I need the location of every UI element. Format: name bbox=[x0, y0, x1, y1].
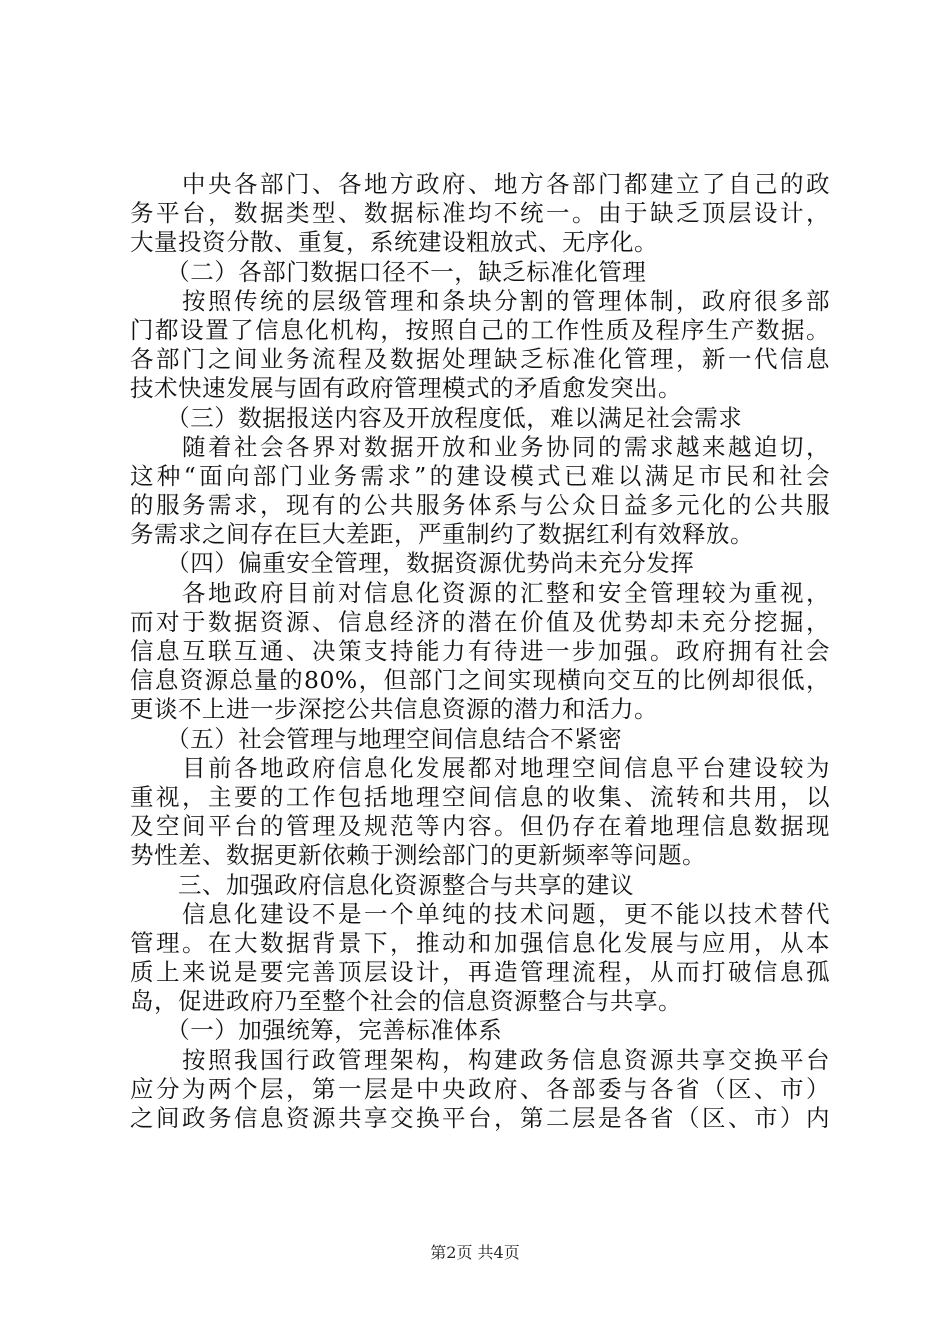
text-line: 重视，主要的工作包括地理空间信息的收集、流转和共用，以 bbox=[130, 782, 830, 811]
text-line: 岛，促进政府乃至整个社会的信息资源整合与共享。 bbox=[130, 987, 682, 1016]
text-line: 按照我国行政管理架构，构建政务信息资源共享交换平台 bbox=[130, 1045, 830, 1074]
text-line: 质上来说是要完善顶层设计，再造管理流程，从而打破信息孤 bbox=[130, 958, 830, 987]
text-line: 之间政务信息资源共享交换平台，第二层是各省（区、市）内 bbox=[130, 1104, 830, 1132]
page-footer: 第2页 共4页 bbox=[430, 1243, 520, 1262]
text-line: 这种“面向部门业务需求”的建设模式已难以满足市民和社会 bbox=[130, 461, 830, 490]
text-line: 务需求之间存在巨大差距，严重制约了数据红利有效释放。 bbox=[130, 520, 754, 549]
text-line: 各地政府目前对信息化资源的汇整和安全管理较为重视， bbox=[130, 578, 830, 607]
text-line: （二）各部门数据口径不一，缺乏标准化管理 bbox=[130, 257, 647, 286]
text-line: 按照传统的层级管理和条块分割的管理体制，政府很多部 bbox=[130, 286, 830, 315]
text-line: （四）偏重安全管理，数据资源优势尚未充分发挥 bbox=[130, 549, 695, 578]
text-line: （一）加强统筹，完善标准体系 bbox=[130, 1016, 503, 1045]
document-body bbox=[130, 170, 830, 1133]
text-line: 各部门之间业务流程及数据处理缺乏标准化管理，新一代信息 bbox=[130, 345, 830, 374]
text-line: （三）数据报送内容及开放程度低，难以满足社会需求 bbox=[130, 403, 743, 432]
text-line: 势性差、数据更新依赖于测绘部门的更新频率等问题。 bbox=[130, 841, 706, 870]
text-line: 门都设置了信息化机构，按照自己的工作性质及程序生产数据。 bbox=[130, 315, 830, 344]
text-line: 信息互联互通、决策支持能力有待进一步加强。政府拥有社会 bbox=[130, 637, 830, 665]
text-line: 的服务需求，现有的公共服务体系与公众日益多元化的公共服 bbox=[130, 491, 830, 520]
text-line: 及空间平台的管理及规范等内容。但仍存在着地理信息数据现 bbox=[130, 812, 830, 841]
text-line: 信息资源总量的80%，但部门之间实现横向交互的比例却很低， bbox=[130, 666, 830, 695]
text-line: 目前各地政府信息化发展都对地理空间信息平台建设较为 bbox=[130, 753, 830, 782]
text-line: 中央各部门、各地方政府、地方各部门都建立了自己的政 bbox=[130, 170, 830, 198]
text-line: 务平台，数据类型、数据标准均不统一。由于缺乏顶层设计， bbox=[130, 199, 830, 228]
text-line: 随着社会各界对数据开放和业务协同的需求越来越迫切， bbox=[130, 432, 830, 461]
text-line: 更谈不上进一步深挖公共信息资源的潜力和活力。 bbox=[130, 695, 658, 724]
text-line: （五）社会管理与地理空间信息结合不紧密 bbox=[130, 724, 623, 753]
text-line: 三、加强政府信息化资源整合与共享的建议 bbox=[130, 870, 634, 899]
text-line: 应分为两个层，第一层是中央政府、各部委与各省（区、市） bbox=[130, 1074, 830, 1103]
text-line: 信息化建设不是一个单纯的技术问题，更不能以技术替代 bbox=[130, 899, 830, 928]
text-line: 大量投资分散、重复，系统建设粗放式、无序化。 bbox=[130, 228, 658, 257]
text-line: 而对于数据资源、信息经济的潜在价值及优势却未充分挖掘， bbox=[130, 607, 830, 636]
text-line: 管理。在大数据背景下，推动和加强信息化发展与应用，从本 bbox=[130, 928, 830, 957]
text-line: 技术快速发展与固有政府管理模式的矛盾愈发突出。 bbox=[130, 374, 682, 403]
